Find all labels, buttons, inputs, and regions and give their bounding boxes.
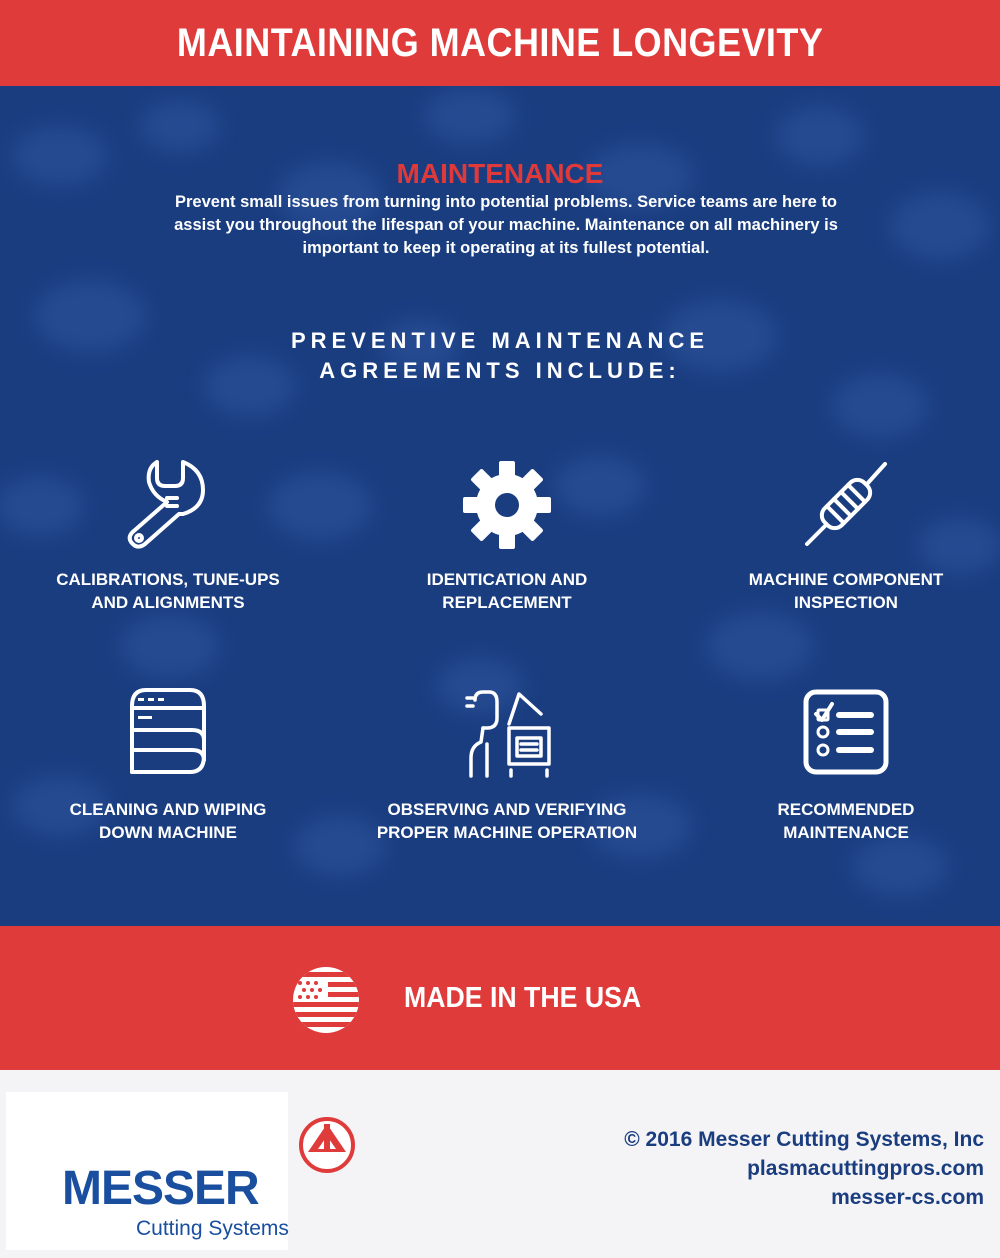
agreement-item-calibrations [18, 456, 318, 616]
agreement-item-observing [357, 686, 657, 846]
agreement-item-component-inspection [696, 456, 996, 616]
agreement-item-recommended [696, 686, 996, 846]
label-line: REPLACEMENT [442, 593, 572, 612]
main-panel [0, 86, 1000, 926]
header-banner [0, 0, 1000, 86]
made-in-usa-banner [0, 926, 1000, 1070]
logo-subtitle: Cutting Systems [136, 1217, 289, 1240]
agreements-heading [0, 326, 1000, 386]
label-line: CLEANING AND WIPING [69, 800, 267, 819]
towel-icon [122, 686, 214, 778]
website-link-plasmacuttingpros[interactable]: plasmacuttingpros.com [747, 1157, 984, 1180]
logo-wordmark: MESSER [62, 1162, 259, 1215]
footer [0, 1070, 1000, 1258]
maintenance-title: MAINTENANCE [396, 158, 604, 189]
agreements-heading-line: PREVENTIVE MAINTENANCE [290, 328, 710, 353]
checklist-icon [802, 688, 890, 776]
agreement-label [18, 568, 318, 614]
operator-machine-icon [461, 688, 553, 780]
gear-icon [462, 460, 552, 550]
copyright-text: © 2016 Messer Cutting Systems, Inc [624, 1128, 984, 1151]
agreement-label [696, 568, 996, 614]
maintenance-description: Prevent small issues from turning into potential problems. Service teams are here to assist you throughout the lifespan of your machine. Maintenance on all machinery is important to keep it operating at its fullest potential. [174, 193, 838, 257]
website-link-messer-cs[interactable]: messer-cs.com [831, 1186, 984, 1209]
label-line: AND ALIGNMENTS [91, 593, 245, 612]
label-line: IDENTICATION AND [426, 570, 588, 589]
label-line: DOWN MACHINE [99, 823, 237, 842]
page-title: MAINTAINING MACHINE LONGEVITY [176, 20, 824, 65]
label-line: MACHINE COMPONENT [748, 570, 944, 589]
agreement-label [357, 798, 657, 844]
label-line: PROPER MACHINE OPERATION [376, 823, 638, 842]
wrench-icon [123, 456, 213, 550]
made-in-usa-text: MADE IN THE USA [404, 982, 642, 1014]
component-icon [801, 458, 891, 550]
label-line: CALIBRATIONS, TUNE-UPS [56, 570, 280, 589]
agreement-label [696, 798, 996, 844]
label-line: MAINTENANCE [783, 823, 909, 842]
usa-flag-icon [292, 966, 360, 1034]
label-line: RECOMMENDED [777, 800, 915, 819]
agreement-item-cleaning [18, 686, 318, 846]
agreement-item-identication [357, 456, 657, 616]
messer-logo [6, 1092, 288, 1250]
messer-logo-mark-icon [298, 1116, 356, 1174]
agreements-heading-line: AGREEMENTS INCLUDE: [319, 358, 681, 383]
agreement-label [18, 798, 318, 844]
label-line: OBSERVING AND VERIFYING [387, 800, 627, 819]
label-line: INSPECTION [794, 593, 898, 612]
agreement-label [357, 568, 657, 614]
